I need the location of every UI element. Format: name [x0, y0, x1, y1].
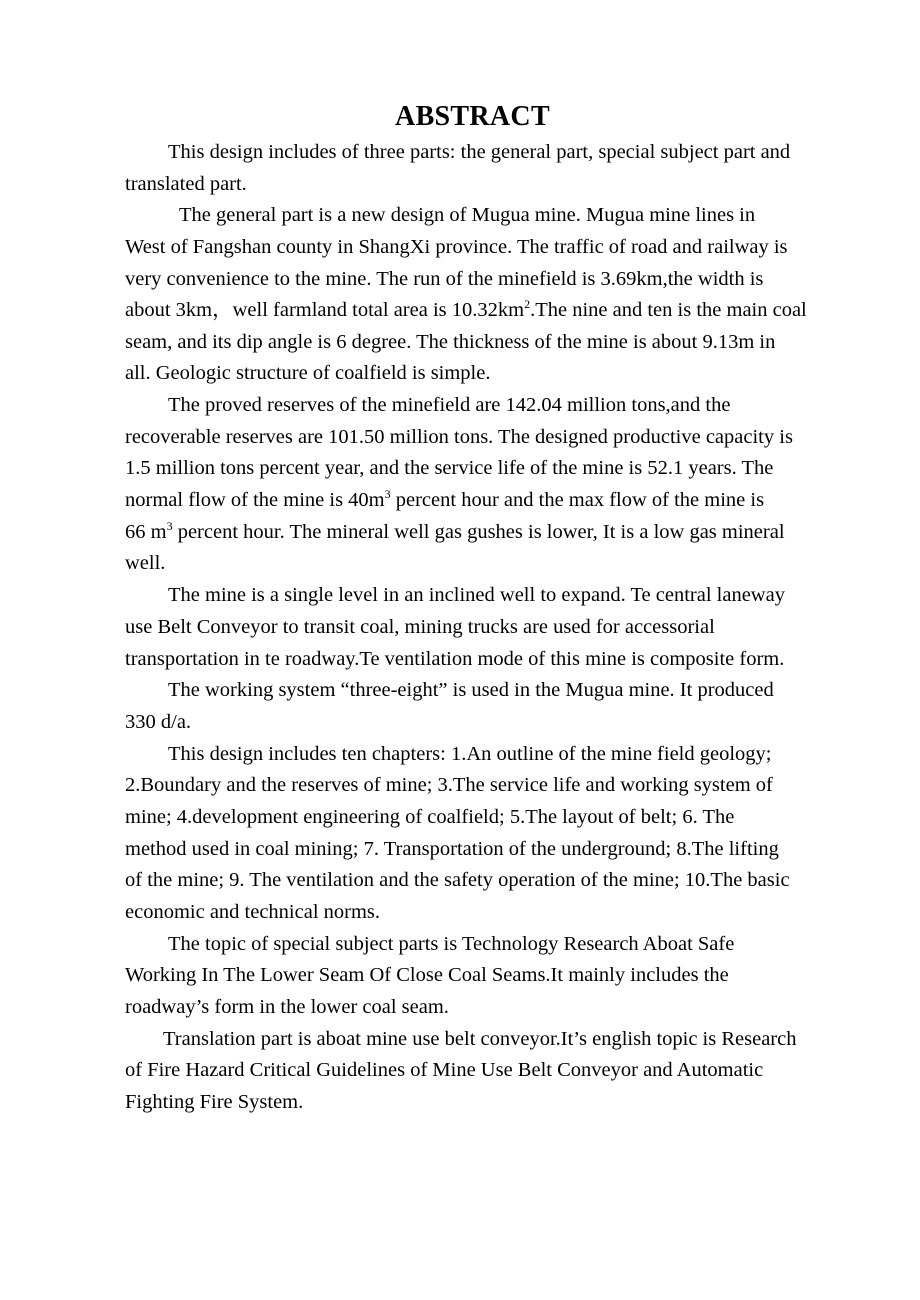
paragraph-line [125, 425, 793, 449]
paragraph-line [125, 900, 380, 924]
paragraph-line [168, 583, 785, 607]
paragraph-line [125, 235, 788, 259]
paragraph-line [125, 330, 775, 354]
line-text: well. [125, 552, 166, 574]
line-text: transportation in te roadway.Te ventilation mode of this mine is composite form. [125, 648, 785, 670]
paragraph-line [179, 203, 755, 227]
line-text: roadway’s form in the lower coal seam. [125, 996, 449, 1018]
paragraph-line [168, 140, 790, 164]
line-text: all. Geologic structure of coalfield is simple. [125, 362, 491, 384]
paragraph-line [125, 172, 247, 196]
line-text: The working system “three-eight” is used in the Mugua mine. It produced [168, 679, 774, 701]
line-text: The topic of special subject parts is Technology Research Aboat Safe [168, 933, 735, 955]
paragraph-line [125, 361, 490, 385]
paragraph-line [125, 837, 779, 861]
paragraph-line [125, 488, 764, 512]
paragraph-line [125, 298, 807, 322]
line-text: This design includes ten chapters: 1.An outline of the mine field geology; [168, 743, 772, 765]
line-text: 66 m [125, 521, 167, 543]
paragraph-line [125, 456, 773, 480]
paragraph-line [125, 805, 734, 829]
line-text: Working In The Lower Seam Of Close Coal Seams.It mainly includes the [125, 964, 729, 986]
paragraph-line [168, 932, 734, 956]
line-text: recoverable reserves are 101.50 million tons. The designed productive capacity is [125, 426, 793, 448]
paragraph-line [125, 710, 191, 734]
paragraph-line [125, 267, 763, 291]
line-text: The general part is a new design of Mugua mine. Mugua mine lines in [179, 204, 756, 226]
paragraph-line [125, 551, 165, 575]
paragraph-line [168, 393, 730, 417]
line-text: West of Fangshan county in ShangXi province. The traffic of road and railway is [125, 236, 788, 258]
superscript: 2 [524, 297, 531, 311]
line-text: 1.5 million tons percent year, and the service life of the mine is 52.1 years. The [125, 457, 774, 479]
line-text: method used in coal mining; 7. Transportation of the underground; 8.The lifting [125, 838, 779, 860]
line-text: seam, and its dip angle is 6 degree. The thickness of the mine is about 9.13m in [125, 331, 776, 353]
paragraph-line [168, 742, 771, 766]
line-text: about 3km，well farmland total area is 10.32km [125, 299, 525, 321]
line-text: The mine is a single level in an inclined well to expand. Te central laneway [168, 584, 785, 606]
line-text-continued: percent hour and the max flow of the mine is [390, 489, 765, 511]
paragraph-line [125, 773, 773, 797]
line-text: 2.Boundary and the reserves of mine; 3.The service life and working system of [125, 774, 773, 796]
line-text: normal flow of the mine is 40m [125, 489, 385, 511]
line-text: This design includes of three parts: the general part, special subject part and [168, 141, 791, 163]
paragraph-line [125, 995, 449, 1019]
line-text: economic and technical norms. [125, 901, 381, 923]
paragraph-line [163, 1027, 796, 1051]
line-text: mine; 4.development engineering of coalfield; 5.The layout of belt; 6. The [125, 806, 735, 828]
line-text-continued: .The nine and ten is the main coal [530, 299, 807, 321]
paragraph-line [125, 963, 729, 987]
line-text: very convenience to the mine. The run of the minefield is 3.69km,the width is [125, 268, 764, 290]
line-text: use Belt Conveyor to transit coal, mining trucks are used for accessorial [125, 616, 715, 638]
superscript: 3 [384, 487, 391, 501]
page-title: ABSTRACT [395, 101, 550, 132]
line-text: The proved reserves of the minefield are 142.04 million tons,and the [168, 394, 731, 416]
paragraph-line [125, 615, 715, 639]
paragraph-line [125, 868, 790, 892]
paragraph-line [125, 647, 784, 671]
line-text: of the mine; 9. The ventilation and the safety operation of the mine; 10.The basic [125, 869, 790, 891]
paragraph-line [168, 678, 774, 702]
line-text: Translation part is aboat mine use belt conveyor.It’s english topic is Research [163, 1028, 797, 1050]
paragraph-line [125, 520, 785, 544]
line-text: of Fire Hazard Critical Guidelines of Mine Use Belt Conveyor and Automatic [125, 1059, 764, 1081]
line-text: 330 d/a. [125, 711, 192, 733]
line-text-continued: percent hour. The mineral well gas gushes is lower, It is a low gas mineral [172, 521, 785, 543]
line-text: translated part. [125, 173, 247, 195]
superscript: 3 [166, 519, 173, 533]
line-text: Fighting Fire System. [125, 1091, 304, 1113]
paragraph-line [125, 1058, 763, 1082]
paragraph-line [125, 1090, 303, 1114]
